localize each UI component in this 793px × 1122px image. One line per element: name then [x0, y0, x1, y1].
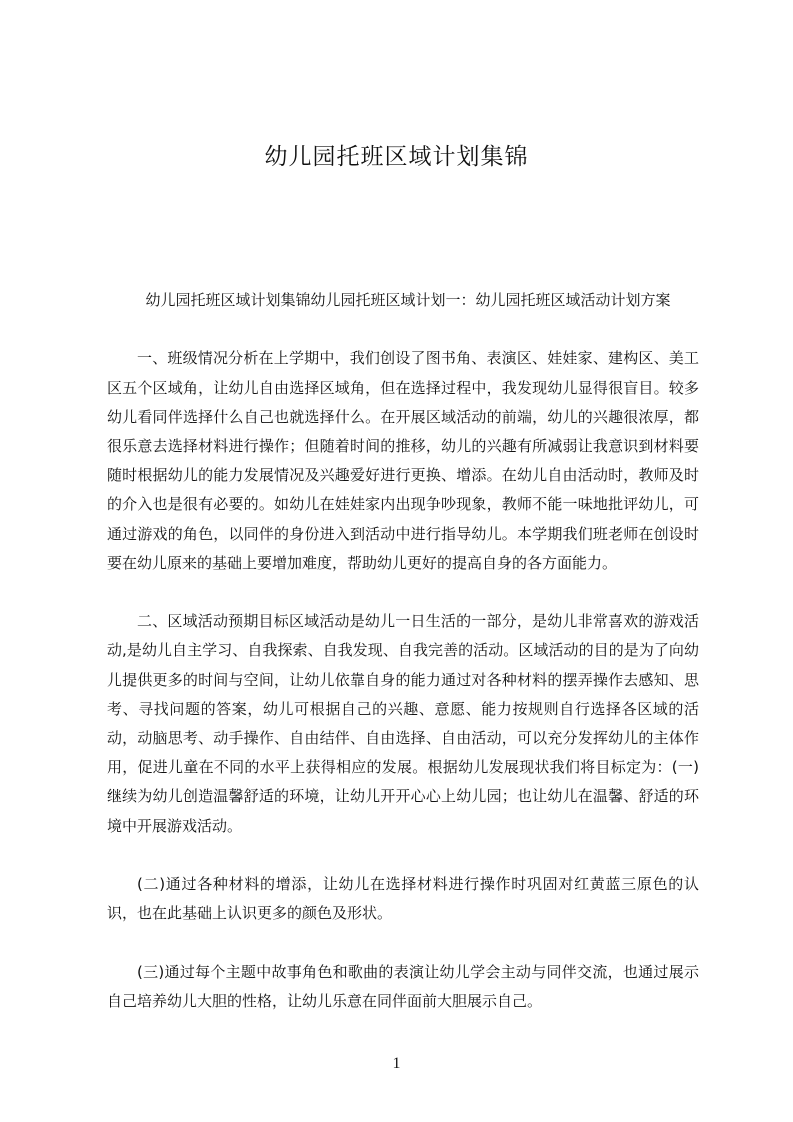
paragraph-class-analysis: 一、班级情况分析在上学期中，我们创设了图书角、表演区、娃娃家、建构区、美工区五个区域角，让幼儿自由选择区域角，但在选择过程中，我发现幼儿显得很盲目。较多幼儿看同伴选择什么自己也就选择什么。在开展区域活动的前端，幼儿的兴趣很浓厚，都很乐意去选择材料进行操作；但随着时间的推移，幼儿的兴趣有所减弱让我意识到材料要随时根据幼儿的能力发展情况及兴趣爱好进行更换、增添。在幼儿自由活动时，教师及时的介入也是很有必要的。如幼儿在娃娃家内出现争吵现象，教师不能一味地批评幼儿，可通过游戏的角色，以同伴的身份进入到活动中进行指导幼儿。本学期我们班老师在创设时要在幼儿原来的基础上要增加难度，帮助幼儿更好的提高自身的各方面能力。 [107, 349, 699, 572]
paragraph-expected-goals: 二、区域活动预期目标区域活动是幼儿一日生活的一部分，是幼儿非常喜欢的游戏活动,是幼儿自主学习、自我探索、自我发现、自我完善的活动。区域活动的目的是为了向幼儿提供更多的时间与空间，让幼儿依靠自身的能力通过对各种材料的摆弄操作去感知、思考、寻找问题的答案，幼儿可根据自己的兴趣、意愿、能力按规则自行选择各区域的活动，动脑思考、动手操作、自由结伴、自由选择、自由活动，可以充分发挥幼儿的主体作用，促进儿童在不同的水平上获得相应的发展。根据幼儿发展现状我们将目标定为：(一)继续为幼儿创造温馨舒适的环境，让幼儿开开心心上幼儿园；也让幼儿在温馨、舒适的环境中开展游戏活动。 [107, 612, 699, 835]
page-number: 1 [392, 1055, 401, 1072]
paragraph-goal-three: (三)通过每个主题中故事角色和歌曲的表演让幼儿学会主动与同伴交流，也通过展示自己培养幼儿大胆的性格，让幼儿乐意在同伴面前大胆展示自己。 [107, 962, 699, 1010]
document-subtitle: 幼儿园托班区域计划集锦幼儿园托班区域计划一：幼儿园托班区域活动计划方案 [145, 291, 671, 309]
page-title: 幼儿园托班区域计划集锦 [264, 144, 529, 170]
paragraph-goal-two: (二)通过各种材料的增添，让幼儿在选择材料进行操作时巩固对红黄蓝三原色的认识，也在此基础上认识更多的颜色及形状。 [107, 875, 699, 923]
document-body [107, 286, 699, 1045]
